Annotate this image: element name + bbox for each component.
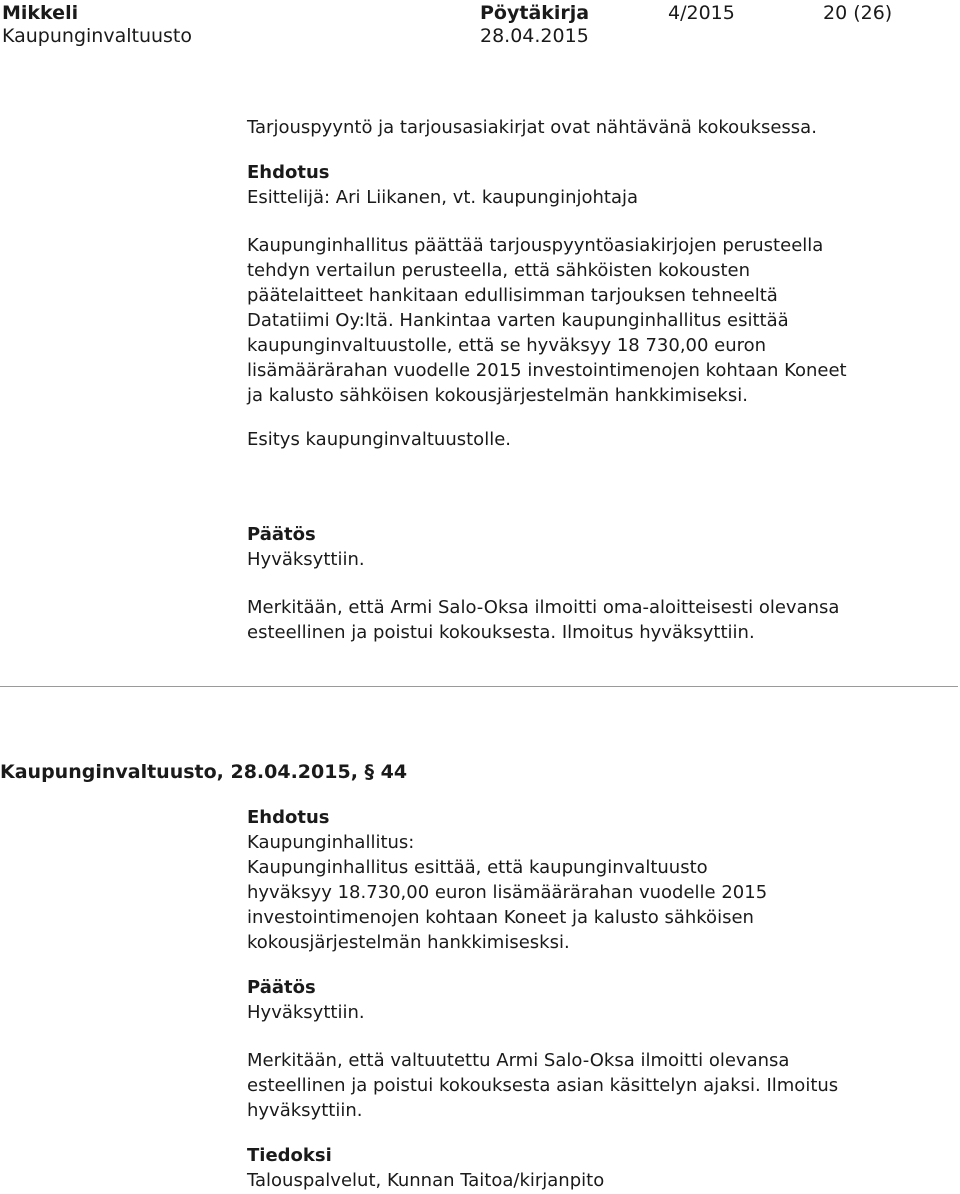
proposal-text-line: lisämäärärahan vuodelle 2015 investointimenojen kohtaan Koneet [247, 360, 847, 381]
proposal-presenter: Esittelijä: Ari Liikanen, vt. kaupunginjohtaja [247, 187, 639, 208]
proposal-text-line: ja kalusto sähköisen kokousjärjestelmän hankkimiseksi. [247, 385, 748, 406]
section-divider [0, 686, 958, 687]
header-doc-number: 4/2015 [668, 2, 735, 24]
decision2-block [247, 975, 937, 1025]
decision2-note-line: esteellinen ja poistui kokouksesta asian käsittelyn ajaksi. Ilmoitus [247, 1075, 839, 1096]
decision1-heading: Päätös [247, 524, 316, 545]
distribution-recipients: Talouspalvelut, Kunnan Taitoa/kirjanpito [247, 1170, 605, 1191]
decision1-block [247, 522, 937, 572]
decision2-heading: Päätös [247, 977, 316, 998]
proposal-note-block [247, 427, 937, 452]
council-proposal-text-line: Kaupunginhallitus esittää, että kaupunginvaltuusto [247, 857, 708, 878]
council-proposal-text-line: investointimenojen kohtaan Koneet ja kalusto sähköisen [247, 907, 754, 928]
distribution-heading: Tiedoksi [247, 1145, 332, 1166]
decision2-note-line: hyväksyttiin. [247, 1100, 363, 1121]
proposal-text-line: kaupunginvaltuustolle, että se hyväksyy 18 730,00 euron [247, 335, 767, 356]
proposal-note: Esitys kaupunginvaltuustolle. [247, 429, 511, 450]
header-date: 28.04.2015 [480, 25, 589, 47]
section-title: Kaupunginvaltuusto, 28.04.2015, § 44 [0, 761, 408, 783]
council-proposal-heading: Ehdotus [247, 807, 330, 828]
header-city: Mikkeli [2, 2, 79, 24]
proposal-block [247, 160, 937, 210]
proposal-text-line: Kaupunginhallitus päättää tarjouspyyntöasiakirjojen perusteella [247, 235, 824, 256]
header-doc-type: Pöytäkirja [480, 2, 590, 24]
proposal-text-line: päätelaitteet hankitaan edullisimman tarjouksen tehneeltä [247, 285, 778, 306]
intro-block [247, 115, 937, 140]
decision1-result: Hyväksyttiin. [247, 549, 365, 570]
decision1-note-line: esteellinen ja poistui kokouksesta. Ilmoitus hyväksyttiin. [247, 622, 755, 643]
proposal-text [247, 233, 937, 408]
council-proposal-proposer: Kaupunginhallitus: [247, 832, 415, 853]
decision2-note-block [247, 1048, 937, 1123]
header-page: 20 (26) [823, 2, 893, 24]
decision1-note-line: Merkitään, että Armi Salo-Oksa ilmoitti oma-aloitteisesti olevansa [247, 597, 840, 618]
decision1-note-block [247, 595, 937, 645]
proposal-text-line: tehdyn vertailun perusteella, että sähköisten kokousten [247, 260, 750, 281]
decision2-note-line: Merkitään, että valtuutettu Armi Salo-Oksa ilmoitti olevansa [247, 1050, 790, 1071]
proposal-heading: Ehdotus [247, 162, 330, 183]
decision2-result: Hyväksyttiin. [247, 1002, 365, 1023]
header-body: Kaupunginvaltuusto [2, 25, 193, 47]
council-proposal-block [247, 805, 937, 955]
council-proposal-text-line: hyväksyy 18.730,00 euron lisämäärärahan vuodelle 2015 [247, 882, 768, 903]
distribution-block [247, 1143, 937, 1193]
council-proposal-text-line: kokousjärjestelmän hankkimisesksi. [247, 932, 570, 953]
proposal-text-line: Datatiimi Oy:ltä. Hankintaa varten kaupunginhallitus esittää [247, 310, 789, 331]
intro-note: Tarjouspyyntö ja tarjousasiakirjat ovat nähtävänä kokouksessa. [247, 117, 817, 138]
